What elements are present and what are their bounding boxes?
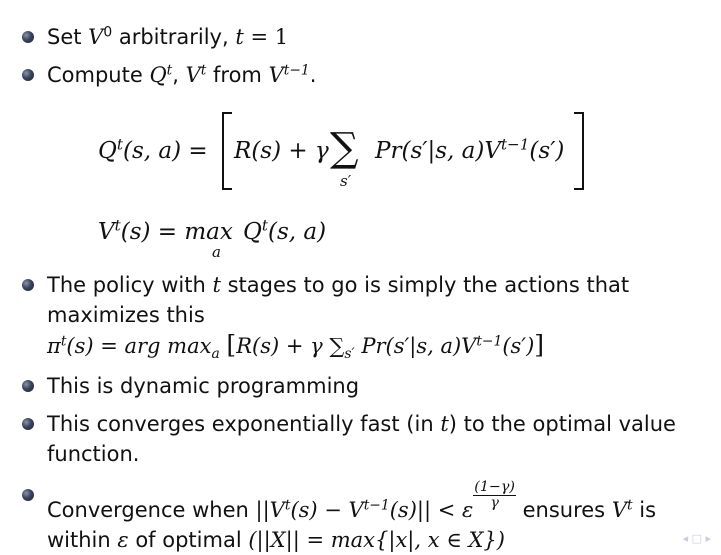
q-body-2: Pr(s′|s, $a)V^{t-1}(s')$ [375,135,565,164]
bullet-convergence-criterion [22,479,713,552]
bullet-icon [22,418,34,430]
left-bracket [222,112,232,190]
bullet-text: Convergence when $||V^t(s) - V^{t-1}(s)|| < \varepsilon$ $\frac{(1-\gamma)}{\gamma}$ ensures $V^t$ is within ε of optimal (||X|| = max{|x|, x ∈ X}) [47,479,657,552]
right-bracket [574,112,584,190]
policy-formula: $\pi^t(s)$ = arg $\max_a [R(s) + \gamma$ $\sum_{s'}$ Pr(s′|s, $a)V^{t-1}(s')$] [47,330,545,362]
bullet-text: This converges exponentially fast (in t) to the optimal value function. [47,412,676,466]
slide-nav-icons[interactable]: ◂ □ ▸ [682,532,711,545]
bullet-icon [22,489,34,501]
bullet-text: The policy with t stages to go is simply the actions that maximizes this $\pi^t(s)$ = arg $\max_a [R(s) + \gamma$ $\sum_{s'}$ Pr(s′|s, $a)V^{t-1}(s')$] [47,273,630,362]
q-body-1: R(s) + γ [234,138,329,164]
bullet-text: Set $V^0$ arbitrarily, t = 1 [47,24,289,49]
v-rhs: $Q^t(s$, a) [243,216,327,245]
sum-subscript: s′ [340,172,352,190]
bullet-text: This is dynamic programming [47,374,360,398]
bullet-policy [22,270,713,366]
bullet-icon [22,279,34,291]
convergence-formula: $||V^t(s) - V^{t-1}(s)|| < \varepsilon$ $\frac{(1-\gamma)}{\gamma}$ [255,479,515,522]
bullet-icon [22,380,34,392]
bullet-icon [22,31,34,43]
bullet-converges [22,409,713,471]
bullet-text: Compute $Q^t$, $V^t$ from $V^{t-1}$. [47,62,317,87]
max-subscript: a [212,243,221,261]
bullet-icon [22,69,34,81]
q-lhs: $Q^t(s$, a) = [98,135,208,164]
v-lhs: $V^t(s) = \max$ [98,216,233,245]
sum-symbol: ∑ [330,125,359,171]
